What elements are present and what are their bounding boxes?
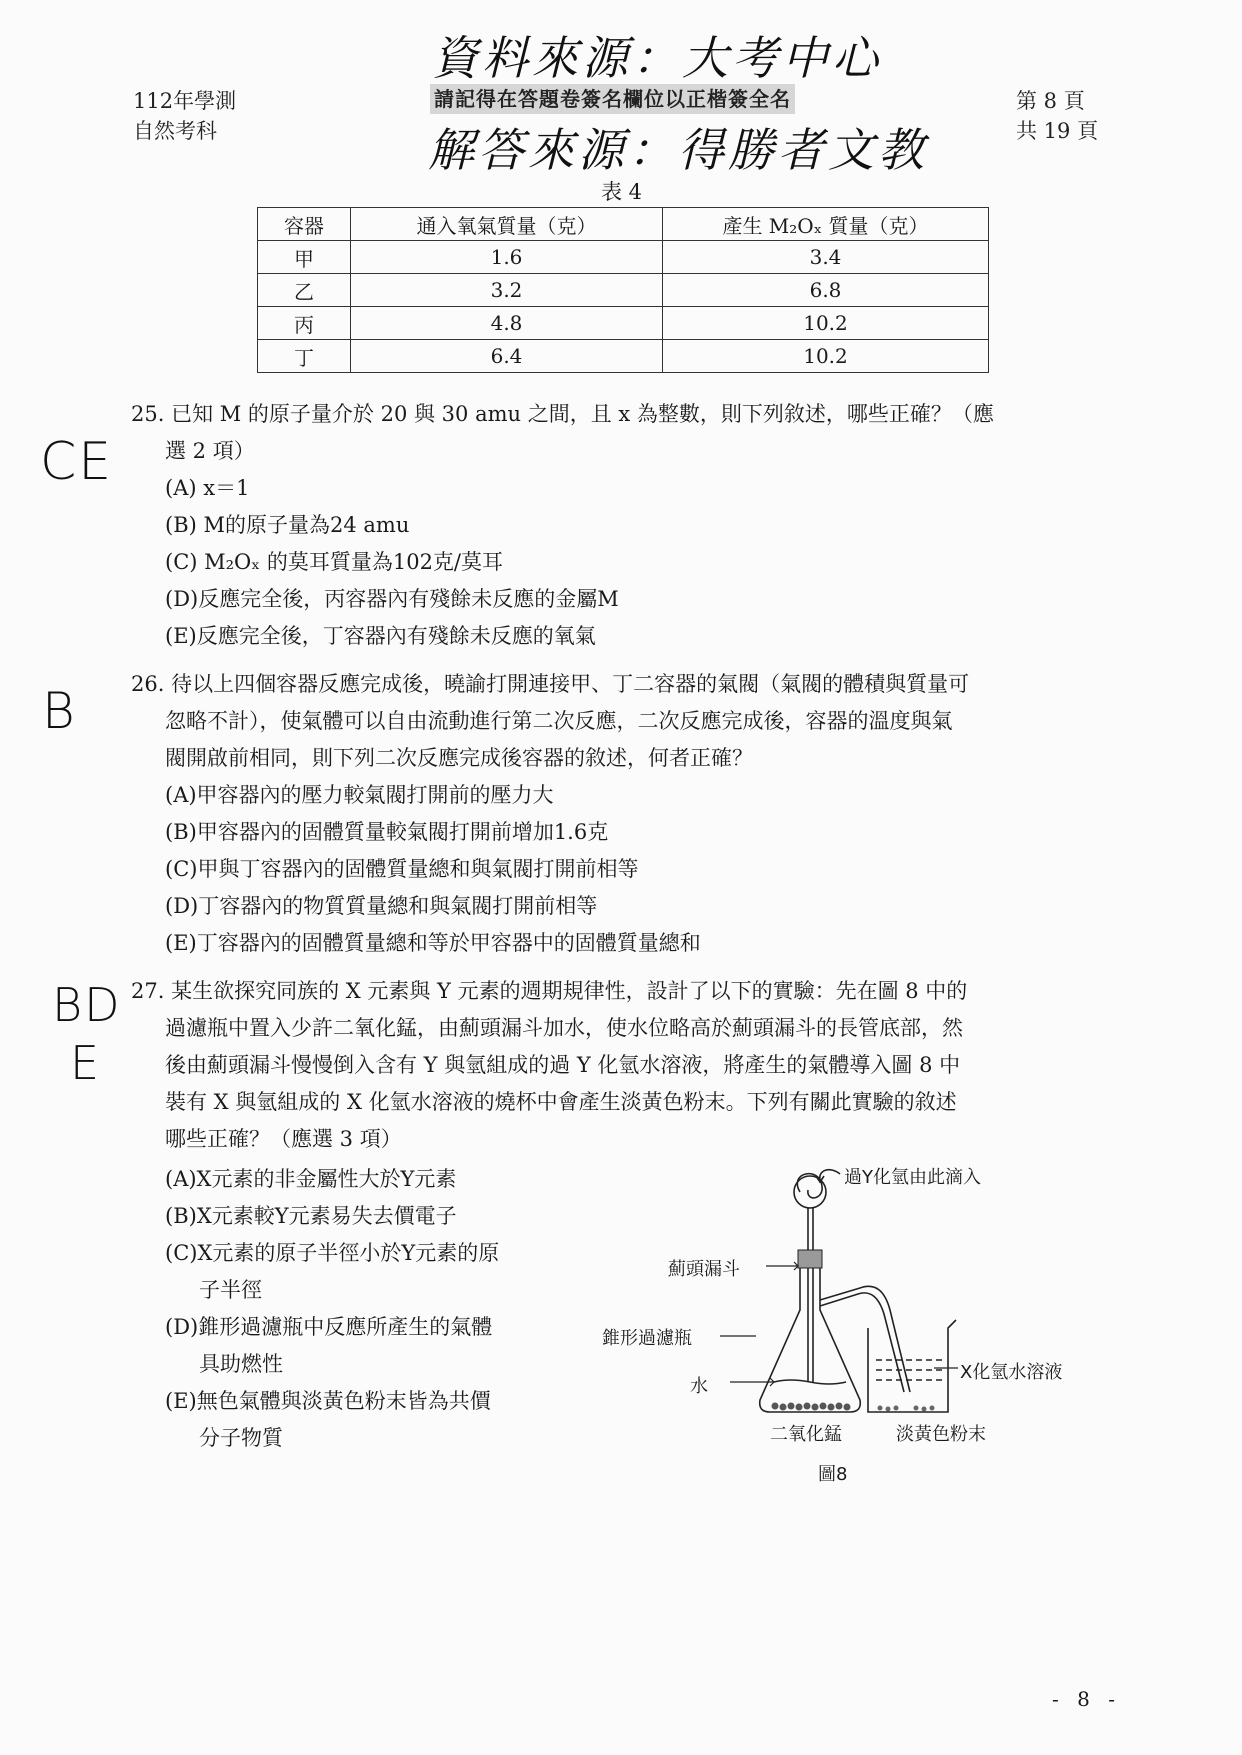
label-thistle-funnel: 薊頭漏斗 <box>668 1259 740 1280</box>
option-26c: (C)甲與丁容器內的固體質量總和與氣閥打開前相等 <box>165 857 639 881</box>
option-25e: (E)反應完全後，丁容器內有殘餘未反應的氧氣 <box>165 624 596 648</box>
table-cell: 甲 <box>258 241 351 274</box>
option-27e-continued: 分子物質 <box>199 1426 283 1450</box>
page-current: 第 8 頁 <box>1016 89 1085 113</box>
option-26a: (A)甲容器內的壓力較氣閥打開前的壓力大 <box>165 783 554 807</box>
question-27-stem-line4: 裝有 X 與氫組成的 X 化氫水溶液的燒杯中會產生淡黃色粉末。下列有關此實驗的敘述 <box>165 1090 957 1114</box>
question-27-stem-line1: 27. 某生欲探究同族的 X 元素與 Y 元素的週期規律性，設計了以下的實驗：先在圖 8 中的 <box>131 979 968 1003</box>
handwritten-answer-q26: B <box>42 682 75 740</box>
handwritten-answer-q27-line1: BD <box>52 978 122 1032</box>
label-water: 水 <box>690 1376 708 1397</box>
question-25-stem-line2: 選 2 項） <box>165 439 255 463</box>
table-cell: 3.4 <box>663 241 989 274</box>
handwritten-source-note: 資料來源：大考中心 <box>432 31 882 85</box>
table-cell: 4.8 <box>351 307 663 340</box>
question-26-stem-line3: 閥開啟前相同，則下列二次反應完成後容器的敘述，何者正確？ <box>165 746 753 770</box>
table-header-cell: 容器 <box>258 208 351 241</box>
option-27e: (E)無色氣體與淡黃色粉末皆為共價 <box>165 1389 491 1413</box>
table-cell: 10.2 <box>663 340 989 373</box>
label-mno2: 二氧化錳 <box>770 1424 842 1445</box>
option-27a: (A)X元素的非金屬性大於Y元素 <box>165 1167 457 1191</box>
filter-flask-icon <box>760 1268 910 1412</box>
exam-year: 112年學測 <box>133 89 237 113</box>
question-26-stem-line1: 26. 待以上四個容器反應完成後，曉諭打開連接甲、丁二容器的氣閥（氣閥的體積與質量可 <box>131 672 970 696</box>
option-27c: (C)X元素的原子半徑小於Y元素的原 <box>165 1241 500 1265</box>
handwritten-answer-source-note: 解答來源：得勝者文教 <box>428 123 928 177</box>
yellow-powder-icon <box>878 1406 935 1412</box>
label-yellow-powder: 淡黃色粉末 <box>896 1424 986 1445</box>
label-x-hydride-solution: X化氫水溶液 <box>960 1362 1063 1383</box>
option-25c: (C) M₂Oₓ 的莫耳質量為102克/莫耳 <box>165 550 503 574</box>
exam-subject: 自然考科 <box>133 119 217 143</box>
option-25b: (B) M的原子量為24 amu <box>165 513 410 537</box>
table-cell: 6.8 <box>663 274 989 307</box>
question-25-stem-line1: 25. 已知 M 的原子量介於 20 與 30 amu 之間，且 x 為整數，則下列敘述，哪些正確？（應 <box>131 402 994 426</box>
option-27d-continued: 具助燃性 <box>199 1352 283 1376</box>
table-cell: 丁 <box>258 340 351 373</box>
table-cell: 10.2 <box>663 307 989 340</box>
option-27d: (D)錐形過濾瓶中反應所產生的氣體 <box>165 1315 493 1339</box>
label-drip-point: 過Y化氫由此滴入 <box>844 1167 981 1188</box>
option-25d: (D)反應完全後，丙容器內有殘餘未反應的金屬M <box>165 587 619 611</box>
question-27-stem-line3: 後由薊頭漏斗慢慢倒入含有 Y 與氫組成的過 Y 化氫水溶液，將產生的氣體導入圖 8 中 <box>165 1053 961 1077</box>
page-info <box>1016 86 1098 146</box>
table-header-row <box>258 208 989 241</box>
apparatus-diagram <box>720 1160 1020 1430</box>
table-row <box>258 241 989 274</box>
table-cell: 1.6 <box>351 241 663 274</box>
table-row <box>258 274 989 307</box>
handwritten-answer-q27-line2: E <box>70 1036 100 1090</box>
option-26d: (D)丁容器內的物質質量總和與氣閥打開前相等 <box>165 894 598 918</box>
figure-caption: 圖8 <box>818 1464 848 1485</box>
table-cell: 6.4 <box>351 340 663 373</box>
handwritten-answer-q25: CE <box>40 432 114 492</box>
table-row <box>258 340 989 373</box>
data-table <box>257 207 989 373</box>
exam-title <box>133 86 236 146</box>
question-27-stem-line5: 哪些正確？（應選 3 項） <box>165 1127 402 1151</box>
option-25a: (A) x＝1 <box>165 476 250 500</box>
option-26b: (B)甲容器內的固體質量較氣閥打開前增加1.6克 <box>165 820 609 844</box>
option-27c-continued: 子半徑 <box>199 1278 262 1302</box>
table-header-cell: 通入氧氣質量（克） <box>351 208 663 241</box>
mno2-particles-icon <box>772 1403 851 1411</box>
signature-notice: 請記得在答題卷簽名欄位以正楷簽全名 <box>430 84 795 114</box>
thistle-funnel-icon <box>794 1170 840 1382</box>
table-caption: 表 4 <box>601 180 643 204</box>
table-row <box>258 307 989 340</box>
page-total: 共 19 頁 <box>1016 119 1099 143</box>
page-number: - 8 - <box>1052 1687 1121 1711</box>
beaker-icon <box>868 1320 956 1412</box>
question-27-stem-line2: 過濾瓶中置入少許二氧化錳，由薊頭漏斗加水，使水位略高於薊頭漏斗的長管底部，然 <box>165 1016 963 1040</box>
label-filter-flask: 錐形過濾瓶 <box>602 1328 692 1349</box>
label-pointer-lines <box>720 1262 958 1386</box>
option-26e: (E)丁容器內的固體質量總和等於甲容器中的固體質量總和 <box>165 931 701 955</box>
table-cell: 乙 <box>258 274 351 307</box>
table-cell: 丙 <box>258 307 351 340</box>
table-header-cell: 產生 M₂Oₓ 質量（克） <box>663 208 989 241</box>
question-26-stem-line2: 忽略不計），使氣體可以自由流動進行第二次反應，二次反應完成後，容器的溫度與氣 <box>165 709 953 733</box>
table-cell: 3.2 <box>351 274 663 307</box>
option-27b: (B)X元素較Y元素易失去價電子 <box>165 1204 457 1228</box>
stopper-icon <box>798 1250 822 1268</box>
